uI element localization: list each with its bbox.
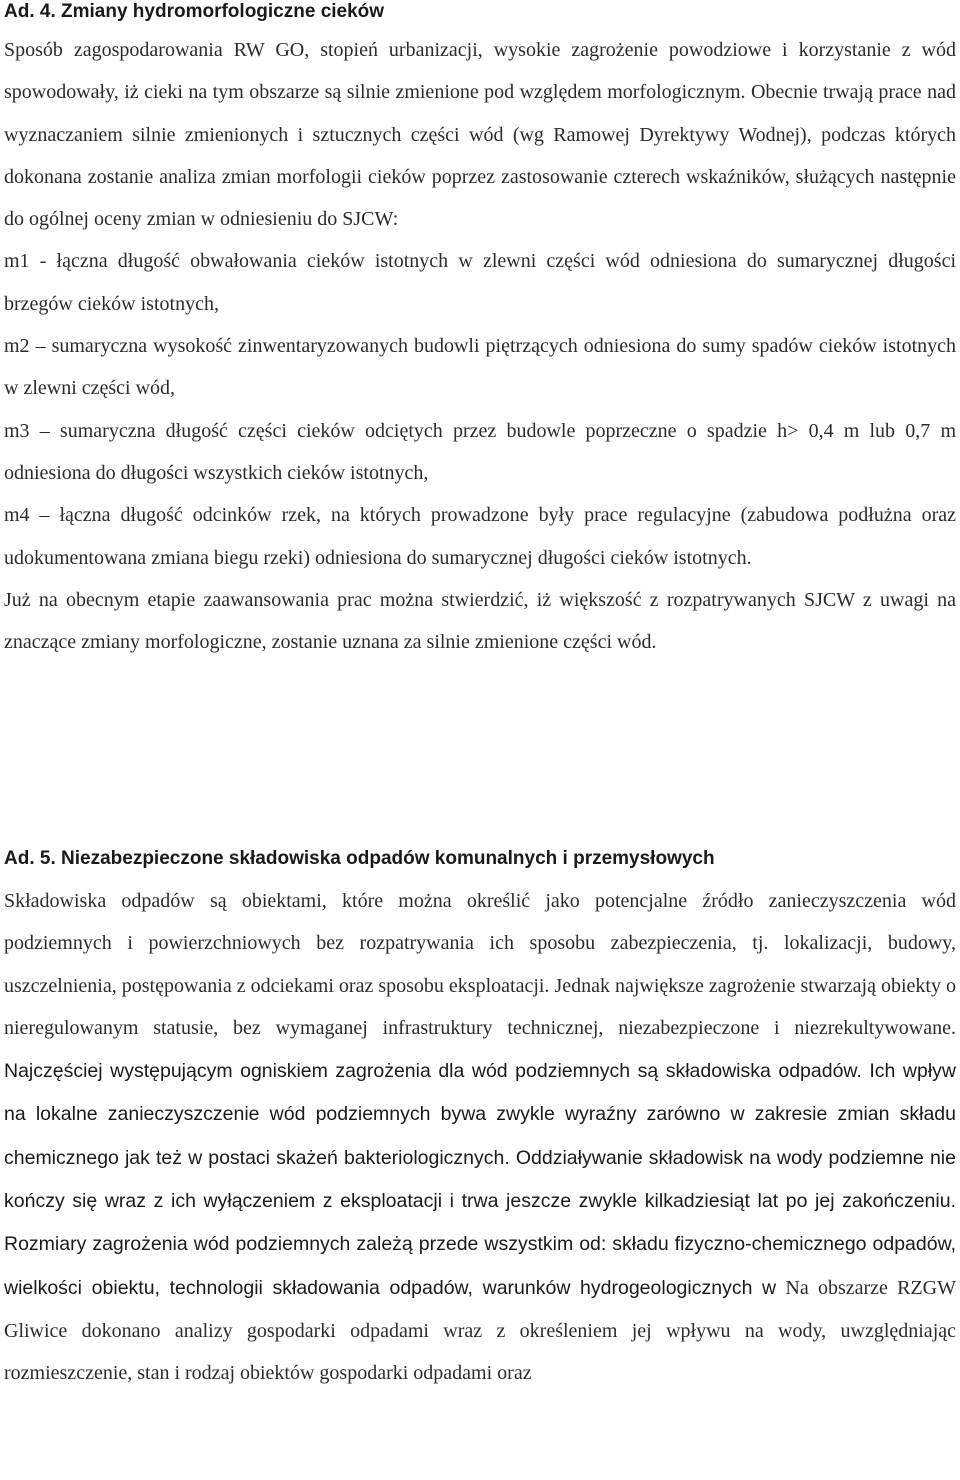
- section-5-threat-text: Najczęściej występującym ogniskiem zagrożenia dla wód podziemnych są składowiska odpadów. Ich wpływ na lokalne zanieczyszczenie wód podziemnych bywa zwykle wyraźny zarówno w zakresie zmian składu chemicznego jak też w postaci skażeń bakteriologicznych. Oddziaływanie składowisk na wody podziemne nie kończy się wraz z ich wyłączeniem z eksploatacji i trwa jeszcze zwykle kilkadziesiąt lat po jej zakończeniu. Rozmiary zagrożenia wód podziemnych zależą przede wszystkim od: składu fizyczno-chemicznego odpadów, wielkości obiektu, technologii składowania odpadów, warunków hydrogeologicznych w: [4, 1060, 956, 1299]
- indicator-m4: m4 – łączna długość odcinków rzek, na których prowadzone były prace regulacyjne (zabudowa podłużna oraz udokumentowana zmiana biegu rzeki) odniesiona do sumarycznej długości cieków istotnych.: [4, 504, 956, 569]
- section-5-body: [4, 880, 956, 1395]
- indicator-m2: m2 – sumaryczna wysokość zinwentaryzowanych budowli piętrzących odniesiona do sumy spadów cieków istotnych w zlewni części wód,: [4, 335, 956, 400]
- section-5-rzgw-text: Na obszarze RZGW Gliwice dokonano analizy gospodarki odpadami wraz z określeniem jej wpływu na wody, uwzględniając rozmieszczenie, stan i rodzaj obiektów gospodarki odpadami oraz: [4, 1276, 957, 1385]
- section-4-heading: Ad. 4. Zmiany hydromorfologiczne cieków: [4, 1, 385, 22]
- section-5-heading: Ad. 5. Niezabezpieczone składowiska odpadów komunalnych i przemysłowych: [4, 848, 715, 869]
- section-5-intro-text: Składowiska odpadów są obiektami, które można określić jako potencjalne źródło zanieczyszczenia wód podziemnych i powierzchniowych bez rozpatrywania ich sposobu zabezpieczenia, tj. lokalizacji, budowy, uszczelnienia, postępowania z odciekami oraz sposobu eksploatacji. Jednak największe zagrożenie stwarzają obiekty o nieregulowanym statusie, bez wymaganej infrastruktury technicznej, niezabezpieczone i niezrekultywowane.: [4, 890, 956, 1039]
- section-4-conclusion-paragraph: Już na obecnym etapie zaawansowania prac można stwierdzić, iż większość z rozpatrywanych SJCW z uwagi na znaczące zmiany morfologiczne, zostanie uznana za silnie zmienione części wód.: [4, 588, 956, 654]
- section-5-paragraph: [4, 880, 956, 1395]
- indicator-m1: m1 - łączna długość obwałowania cieków istotnych w zlewni części wód odniesiona do sumarycznej długości brzegów cieków istotnych,: [4, 250, 956, 315]
- indicator-m3: m3 – sumaryczna długość części cieków odciętych przez budowle poprzeczne o spadzie h> 0,4 m lub 0,7 m odniesiona do długości wszystkich cieków istotnych,: [4, 419, 956, 484]
- section-4-body: [4, 29, 956, 663]
- section-4-intro-paragraph: Sposób zagospodarowania RW GO, stopień urbanizacji, wysokie zagrożenie powodziowe i korzystanie z wód spowodowały, iż cieki na tym obszarze są silnie zmienione pod względem morfologicznym. Obecnie trwają prace nad wyznaczaniem silnie zmienionych i sztucznych części wód (wg Ramowej Dyrektywy Wodnej), podczas których dokonana zostanie analiza zmian morfologii cieków poprzez zastosowanie czterech wskaźników, służących następnie do ogólnej oceny zmian w odniesieniu do SJCW:: [4, 39, 956, 231]
